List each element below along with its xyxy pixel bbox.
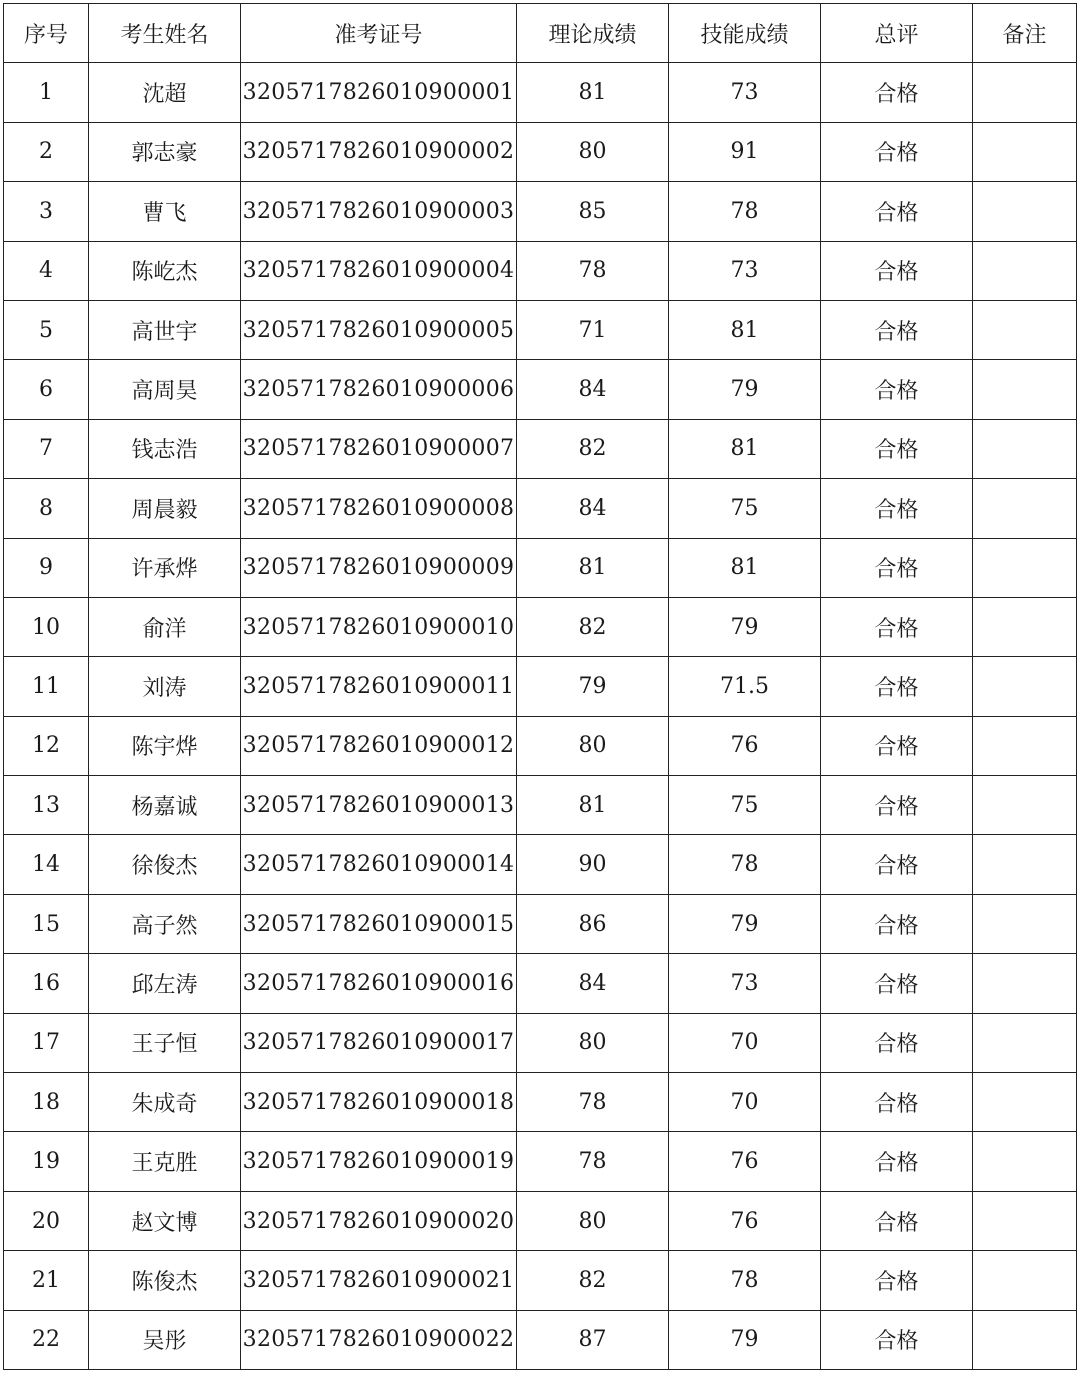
cell-note <box>973 122 1077 181</box>
cell-seq: 17 <box>4 1013 89 1072</box>
header-exam-id: 准考证号 <box>241 4 517 63</box>
table-row <box>4 835 1077 894</box>
cell-note <box>973 894 1077 953</box>
cell-note <box>973 1191 1077 1250</box>
cell-name: 吴彤 <box>89 1310 241 1369</box>
cell-seq: 5 <box>4 300 89 359</box>
cell-result: 合格 <box>821 954 973 1013</box>
cell-skill-score: 71.5 <box>669 657 821 716</box>
table-row <box>4 1132 1077 1191</box>
table-row <box>4 776 1077 835</box>
cell-result: 合格 <box>821 360 973 419</box>
cell-seq: 12 <box>4 716 89 775</box>
cell-theory-score: 80 <box>517 716 669 775</box>
cell-exam-id: 3205717826010900015 <box>241 894 517 953</box>
table-row <box>4 597 1077 656</box>
cell-name: 赵文博 <box>89 1191 241 1250</box>
cell-skill-score: 79 <box>669 597 821 656</box>
exam-results-table <box>3 3 1077 1370</box>
cell-seq: 9 <box>4 538 89 597</box>
cell-skill-score: 75 <box>669 479 821 538</box>
cell-seq: 2 <box>4 122 89 181</box>
cell-skill-score: 79 <box>669 894 821 953</box>
table-row <box>4 479 1077 538</box>
cell-name: 王克胜 <box>89 1132 241 1191</box>
table-row <box>4 122 1077 181</box>
cell-skill-score: 81 <box>669 538 821 597</box>
cell-note <box>973 657 1077 716</box>
cell-exam-id: 3205717826010900012 <box>241 716 517 775</box>
cell-result: 合格 <box>821 894 973 953</box>
table-header-row <box>4 4 1077 63</box>
cell-seq: 3 <box>4 182 89 241</box>
cell-result: 合格 <box>821 419 973 478</box>
cell-skill-score: 73 <box>669 241 821 300</box>
cell-exam-id: 3205717826010900002 <box>241 122 517 181</box>
cell-skill-score: 81 <box>669 300 821 359</box>
cell-seq: 4 <box>4 241 89 300</box>
cell-skill-score: 70 <box>669 1073 821 1132</box>
table-row <box>4 716 1077 775</box>
cell-name: 高周昊 <box>89 360 241 419</box>
table-row <box>4 300 1077 359</box>
header-theory-score: 理论成绩 <box>517 4 669 63</box>
cell-name: 陈俊杰 <box>89 1251 241 1310</box>
cell-theory-score: 82 <box>517 597 669 656</box>
cell-skill-score: 78 <box>669 1251 821 1310</box>
cell-theory-score: 78 <box>517 1073 669 1132</box>
cell-result: 合格 <box>821 538 973 597</box>
cell-exam-id: 3205717826010900021 <box>241 1251 517 1310</box>
cell-result: 合格 <box>821 716 973 775</box>
table-row <box>4 954 1077 1013</box>
cell-note <box>973 835 1077 894</box>
cell-theory-score: 80 <box>517 1191 669 1250</box>
cell-note <box>973 360 1077 419</box>
cell-theory-score: 90 <box>517 835 669 894</box>
table-row <box>4 1073 1077 1132</box>
cell-note <box>973 182 1077 241</box>
cell-name: 许承烨 <box>89 538 241 597</box>
cell-theory-score: 79 <box>517 657 669 716</box>
cell-skill-score: 70 <box>669 1013 821 1072</box>
cell-theory-score: 78 <box>517 241 669 300</box>
cell-name: 朱成奇 <box>89 1073 241 1132</box>
cell-note <box>973 419 1077 478</box>
cell-exam-id: 3205717826010900013 <box>241 776 517 835</box>
cell-result: 合格 <box>821 63 973 122</box>
cell-name: 王子恒 <box>89 1013 241 1072</box>
cell-skill-score: 78 <box>669 835 821 894</box>
cell-seq: 11 <box>4 657 89 716</box>
cell-theory-score: 80 <box>517 1013 669 1072</box>
cell-name: 陈屹杰 <box>89 241 241 300</box>
cell-note <box>973 1310 1077 1369</box>
cell-result: 合格 <box>821 657 973 716</box>
cell-name: 郭志豪 <box>89 122 241 181</box>
cell-exam-id: 3205717826010900009 <box>241 538 517 597</box>
cell-theory-score: 81 <box>517 538 669 597</box>
cell-exam-id: 3205717826010900004 <box>241 241 517 300</box>
cell-name: 刘涛 <box>89 657 241 716</box>
cell-note <box>973 597 1077 656</box>
header-name: 考生姓名 <box>89 4 241 63</box>
header-result: 总评 <box>821 4 973 63</box>
cell-note <box>973 954 1077 1013</box>
cell-note <box>973 1013 1077 1072</box>
cell-theory-score: 84 <box>517 360 669 419</box>
cell-name: 高子然 <box>89 894 241 953</box>
cell-exam-id: 3205717826010900001 <box>241 63 517 122</box>
cell-exam-id: 3205717826010900022 <box>241 1310 517 1369</box>
table-row <box>4 1013 1077 1072</box>
cell-note <box>973 63 1077 122</box>
cell-seq: 10 <box>4 597 89 656</box>
cell-result: 合格 <box>821 122 973 181</box>
cell-note <box>973 479 1077 538</box>
cell-result: 合格 <box>821 182 973 241</box>
cell-result: 合格 <box>821 300 973 359</box>
cell-exam-id: 3205717826010900020 <box>241 1191 517 1250</box>
cell-note <box>973 241 1077 300</box>
cell-skill-score: 81 <box>669 419 821 478</box>
cell-result: 合格 <box>821 1073 973 1132</box>
cell-name: 曹飞 <box>89 182 241 241</box>
cell-name: 沈超 <box>89 63 241 122</box>
cell-theory-score: 86 <box>517 894 669 953</box>
cell-result: 合格 <box>821 776 973 835</box>
cell-seq: 22 <box>4 1310 89 1369</box>
cell-seq: 8 <box>4 479 89 538</box>
cell-exam-id: 3205717826010900017 <box>241 1013 517 1072</box>
cell-result: 合格 <box>821 1132 973 1191</box>
cell-exam-id: 3205717826010900006 <box>241 360 517 419</box>
cell-seq: 7 <box>4 419 89 478</box>
cell-name: 俞洋 <box>89 597 241 656</box>
cell-seq: 20 <box>4 1191 89 1250</box>
cell-seq: 21 <box>4 1251 89 1310</box>
cell-note <box>973 538 1077 597</box>
cell-result: 合格 <box>821 1191 973 1250</box>
cell-result: 合格 <box>821 1310 973 1369</box>
cell-skill-score: 78 <box>669 182 821 241</box>
cell-seq: 15 <box>4 894 89 953</box>
cell-result: 合格 <box>821 1251 973 1310</box>
cell-theory-score: 87 <box>517 1310 669 1369</box>
cell-result: 合格 <box>821 241 973 300</box>
header-skill-score: 技能成绩 <box>669 4 821 63</box>
cell-skill-score: 91 <box>669 122 821 181</box>
cell-name: 邱左涛 <box>89 954 241 1013</box>
table-row <box>4 241 1077 300</box>
table-row <box>4 63 1077 122</box>
cell-exam-id: 3205717826010900007 <box>241 419 517 478</box>
table-row <box>4 894 1077 953</box>
cell-note <box>973 1251 1077 1310</box>
cell-theory-score: 81 <box>517 776 669 835</box>
cell-exam-id: 3205717826010900003 <box>241 182 517 241</box>
table-row <box>4 182 1077 241</box>
cell-note <box>973 776 1077 835</box>
cell-name: 周晨毅 <box>89 479 241 538</box>
header-seq: 序号 <box>4 4 89 63</box>
cell-seq: 1 <box>4 63 89 122</box>
cell-exam-id: 3205717826010900011 <box>241 657 517 716</box>
table-row <box>4 1310 1077 1369</box>
cell-theory-score: 84 <box>517 479 669 538</box>
cell-exam-id: 3205717826010900019 <box>241 1132 517 1191</box>
cell-result: 合格 <box>821 479 973 538</box>
cell-seq: 6 <box>4 360 89 419</box>
cell-seq: 19 <box>4 1132 89 1191</box>
table-row <box>4 360 1077 419</box>
cell-skill-score: 76 <box>669 716 821 775</box>
table-row <box>4 419 1077 478</box>
cell-skill-score: 76 <box>669 1132 821 1191</box>
cell-skill-score: 75 <box>669 776 821 835</box>
cell-name: 杨嘉诚 <box>89 776 241 835</box>
cell-result: 合格 <box>821 597 973 656</box>
cell-note <box>973 1132 1077 1191</box>
cell-seq: 18 <box>4 1073 89 1132</box>
table-row <box>4 657 1077 716</box>
cell-exam-id: 3205717826010900010 <box>241 597 517 656</box>
cell-note <box>973 716 1077 775</box>
cell-skill-score: 73 <box>669 63 821 122</box>
cell-exam-id: 3205717826010900014 <box>241 835 517 894</box>
cell-skill-score: 76 <box>669 1191 821 1250</box>
cell-seq: 16 <box>4 954 89 1013</box>
header-note: 备注 <box>973 4 1077 63</box>
cell-skill-score: 79 <box>669 360 821 419</box>
cell-name: 陈宇烨 <box>89 716 241 775</box>
cell-theory-score: 80 <box>517 122 669 181</box>
cell-name: 钱志浩 <box>89 419 241 478</box>
cell-result: 合格 <box>821 835 973 894</box>
table-row <box>4 538 1077 597</box>
cell-exam-id: 3205717826010900018 <box>241 1073 517 1132</box>
cell-theory-score: 82 <box>517 419 669 478</box>
cell-theory-score: 85 <box>517 182 669 241</box>
cell-theory-score: 84 <box>517 954 669 1013</box>
cell-theory-score: 71 <box>517 300 669 359</box>
cell-skill-score: 79 <box>669 1310 821 1369</box>
cell-note <box>973 1073 1077 1132</box>
cell-exam-id: 3205717826010900016 <box>241 954 517 1013</box>
cell-theory-score: 78 <box>517 1132 669 1191</box>
cell-name: 高世宇 <box>89 300 241 359</box>
cell-note <box>973 300 1077 359</box>
cell-seq: 13 <box>4 776 89 835</box>
cell-exam-id: 3205717826010900008 <box>241 479 517 538</box>
cell-theory-score: 81 <box>517 63 669 122</box>
cell-exam-id: 3205717826010900005 <box>241 300 517 359</box>
cell-seq: 14 <box>4 835 89 894</box>
cell-skill-score: 73 <box>669 954 821 1013</box>
cell-name: 徐俊杰 <box>89 835 241 894</box>
table-row <box>4 1251 1077 1310</box>
cell-result: 合格 <box>821 1013 973 1072</box>
cell-theory-score: 82 <box>517 1251 669 1310</box>
table-row <box>4 1191 1077 1250</box>
